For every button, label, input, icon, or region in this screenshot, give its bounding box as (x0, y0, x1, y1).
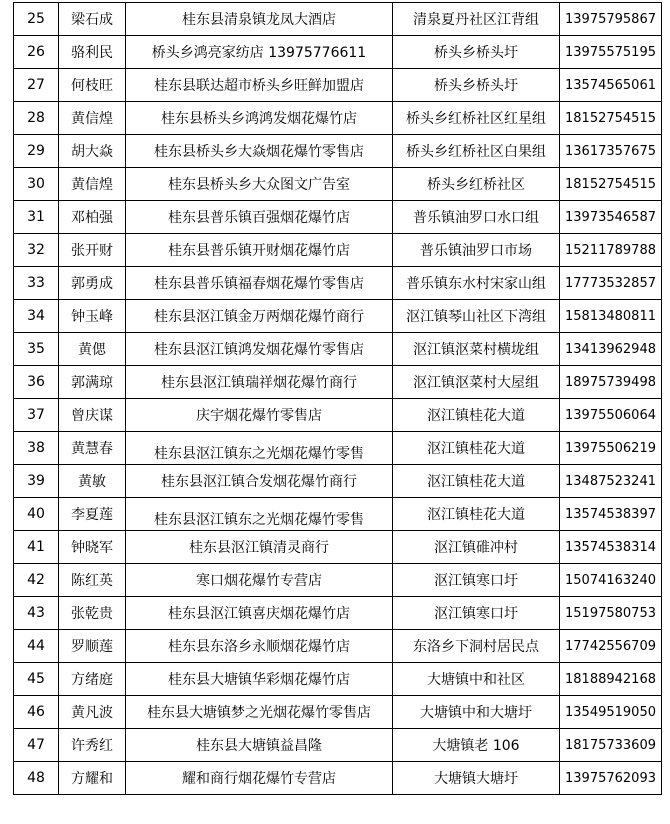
owner-name: 方绪庭 (59, 663, 126, 696)
shop-name: 桂东县清泉镇龙凤大酒店 (126, 3, 393, 36)
phone-number: 15197580753 (560, 597, 662, 630)
shop-address: 大塘镇大塘圩 (393, 762, 560, 795)
shop-name-text: 桂东县沤江镇东之光烟花爆竹零售 (154, 512, 364, 528)
shop-name: 桂东县沤江镇清灵商行 (126, 531, 393, 564)
shop-address: 沤江镇桂花大道 (393, 498, 560, 531)
shop-address: 普乐镇油罗口水口组 (393, 201, 560, 234)
table-row (14, 69, 662, 102)
row-number: 25 (14, 3, 59, 36)
phone-number: 17742556709 (560, 630, 662, 663)
phone-number: 13975575195 (560, 36, 662, 69)
row-number: 36 (14, 366, 59, 399)
shop-name: 桂东县沤江镇喜庆烟花爆竹店 (126, 597, 393, 630)
shop-address: 沤江镇桂花大道 (393, 432, 560, 465)
shop-address: 桥头乡红桥社区白果组 (393, 135, 560, 168)
table-row (14, 762, 662, 795)
shop-address: 桥头乡红桥社区 (393, 168, 560, 201)
table-row (14, 432, 662, 465)
table-row (14, 36, 662, 69)
table-row (14, 333, 662, 366)
shop-name: 桂东县大塘镇华彩烟花爆竹店 (126, 663, 393, 696)
row-number: 38 (14, 432, 59, 465)
row-number: 33 (14, 267, 59, 300)
shop-name: 桂东县联达超市桥头乡旺鲜加盟店 (126, 69, 393, 102)
table-row (14, 102, 662, 135)
shop-name: 桂东县普乐镇百强烟花爆竹店 (126, 201, 393, 234)
table-row (14, 498, 662, 531)
row-number: 35 (14, 333, 59, 366)
phone-number: 18152754515 (560, 102, 662, 135)
row-number: 30 (14, 168, 59, 201)
phone-number: 13975506219 (560, 432, 662, 465)
shop-address: 大塘镇中和大塘圩 (393, 696, 560, 729)
row-number: 37 (14, 399, 59, 432)
shop-name (126, 432, 393, 465)
row-number: 29 (14, 135, 59, 168)
shop-name: 桥头乡鸿亮家纺店 13975776611 (126, 36, 393, 69)
owner-name: 黄信煌 (59, 168, 126, 201)
owner-name: 黄偲 (59, 333, 126, 366)
row-number: 40 (14, 498, 59, 531)
shop-name: 桂东县沤江镇合发烟花爆竹商行 (126, 465, 393, 498)
shop-address: 沤江镇寒口圩 (393, 564, 560, 597)
row-number: 41 (14, 531, 59, 564)
shop-registry-table (13, 2, 662, 795)
phone-number: 13487523241 (560, 465, 662, 498)
phone-number: 18152754515 (560, 168, 662, 201)
row-number: 48 (14, 762, 59, 795)
owner-name: 许秀红 (59, 729, 126, 762)
table-row (14, 465, 662, 498)
table-row (14, 3, 662, 36)
row-number: 45 (14, 663, 59, 696)
shop-address: 桥头乡桥头圩 (393, 36, 560, 69)
phone-number: 15211789788 (560, 234, 662, 267)
table-row (14, 168, 662, 201)
owner-name: 黄信煌 (59, 102, 126, 135)
shop-address: 沤江镇沤菜村大屋组 (393, 366, 560, 399)
row-number: 39 (14, 465, 59, 498)
table-row (14, 663, 662, 696)
shop-address: 大塘镇中和社区 (393, 663, 560, 696)
table-row (14, 267, 662, 300)
table-row (14, 564, 662, 597)
shop-address: 沤江镇沤菜村横垅组 (393, 333, 560, 366)
table-row (14, 630, 662, 663)
shop-name: 桂东县沤江镇鸿发烟花爆竹零售店 (126, 333, 393, 366)
shop-address: 普乐镇油罗口市场 (393, 234, 560, 267)
owner-name: 胡大焱 (59, 135, 126, 168)
table-row (14, 135, 662, 168)
row-number: 34 (14, 300, 59, 333)
owner-name: 陈红英 (59, 564, 126, 597)
owner-name: 方耀和 (59, 762, 126, 795)
phone-number: 13975762093 (560, 762, 662, 795)
shop-address: 东洛乡下洞村居民点 (393, 630, 560, 663)
shop-name: 桂东县普乐镇开财烟花爆竹店 (126, 234, 393, 267)
owner-name: 骆利民 (59, 36, 126, 69)
owner-name: 何枝旺 (59, 69, 126, 102)
row-number: 43 (14, 597, 59, 630)
table-row (14, 201, 662, 234)
shop-name-text: 桂东县沤江镇东之光烟花爆竹零售 (154, 446, 364, 462)
phone-number: 18175733609 (560, 729, 662, 762)
shop-name: 寒口烟花爆竹专营店 (126, 564, 393, 597)
row-number: 32 (14, 234, 59, 267)
phone-number: 13973546587 (560, 201, 662, 234)
owner-name: 郭满琼 (59, 366, 126, 399)
shop-address: 桥头乡桥头圩 (393, 69, 560, 102)
shop-name: 耀和商行烟花爆竹专营店 (126, 762, 393, 795)
row-number: 31 (14, 201, 59, 234)
shop-address: 沤江镇桂花大道 (393, 465, 560, 498)
phone-number: 13975795867 (560, 3, 662, 36)
phone-number: 13549519050 (560, 696, 662, 729)
phone-number: 13413962948 (560, 333, 662, 366)
phone-number: 17773532857 (560, 267, 662, 300)
shop-name: 桂东县桥头乡鸿鸿发烟花爆竹店 (126, 102, 393, 135)
phone-number: 15074163240 (560, 564, 662, 597)
shop-address: 沤江镇桂花大道 (393, 399, 560, 432)
row-number: 42 (14, 564, 59, 597)
row-number: 26 (14, 36, 59, 69)
phone-number: 15813480811 (560, 300, 662, 333)
shop-name: 桂东县大塘镇梦之光烟花爆竹零售店 (126, 696, 393, 729)
shop-name: 桂东县桥头乡大众图文广告室 (126, 168, 393, 201)
owner-name: 梁石成 (59, 3, 126, 36)
owner-name: 郭勇成 (59, 267, 126, 300)
shop-name: 桂东县桥头乡大焱烟花爆竹零售店 (126, 135, 393, 168)
owner-name: 李夏莲 (59, 498, 126, 531)
phone-number: 13574538314 (560, 531, 662, 564)
shop-address: 沤江镇琴山社区下湾组 (393, 300, 560, 333)
table-row (14, 696, 662, 729)
owner-name: 黄凡波 (59, 696, 126, 729)
shop-address: 普乐镇东水村宋家山组 (393, 267, 560, 300)
owner-name: 张开财 (59, 234, 126, 267)
shop-name (126, 498, 393, 531)
row-number: 46 (14, 696, 59, 729)
owner-name: 张乾贵 (59, 597, 126, 630)
shop-address: 沤江镇碓冲村 (393, 531, 560, 564)
phone-number: 13574565061 (560, 69, 662, 102)
shop-name: 桂东县沤江镇瑞祥烟花爆竹商行 (126, 366, 393, 399)
shop-name: 桂东县东洛乡永顺烟花爆竹店 (126, 630, 393, 663)
table-row (14, 366, 662, 399)
table-row (14, 597, 662, 630)
phone-number: 13975506064 (560, 399, 662, 432)
owner-name: 黄慧春 (59, 432, 126, 465)
row-number: 28 (14, 102, 59, 135)
table-row (14, 729, 662, 762)
shop-address: 沤江镇寒口圩 (393, 597, 560, 630)
phone-number: 13617357675 (560, 135, 662, 168)
table-row (14, 300, 662, 333)
shop-name: 庆宇烟花爆竹零售店 (126, 399, 393, 432)
owner-name: 曾庆谋 (59, 399, 126, 432)
row-number: 27 (14, 69, 59, 102)
owner-name: 邓柏强 (59, 201, 126, 234)
phone-number: 13574538397 (560, 498, 662, 531)
table-body (14, 3, 662, 795)
owner-name: 钟玉峰 (59, 300, 126, 333)
owner-name: 罗顺莲 (59, 630, 126, 663)
shop-address: 清泉夏丹社区江背组 (393, 3, 560, 36)
shop-address: 大塘镇老 106 (393, 729, 560, 762)
owner-name: 钟晓军 (59, 531, 126, 564)
shop-name: 桂东县沤江镇金万两烟花爆竹商行 (126, 300, 393, 333)
shop-name: 桂东县大塘镇益昌隆 (126, 729, 393, 762)
phone-number: 18975739498 (560, 366, 662, 399)
table-row (14, 399, 662, 432)
phone-number: 18188942168 (560, 663, 662, 696)
row-number: 47 (14, 729, 59, 762)
row-number: 44 (14, 630, 59, 663)
table-row (14, 531, 662, 564)
shop-name: 桂东县普乐镇福春烟花爆竹零售店 (126, 267, 393, 300)
shop-address: 桥头乡红桥社区红星组 (393, 102, 560, 135)
owner-name: 黄敏 (59, 465, 126, 498)
table-row (14, 234, 662, 267)
